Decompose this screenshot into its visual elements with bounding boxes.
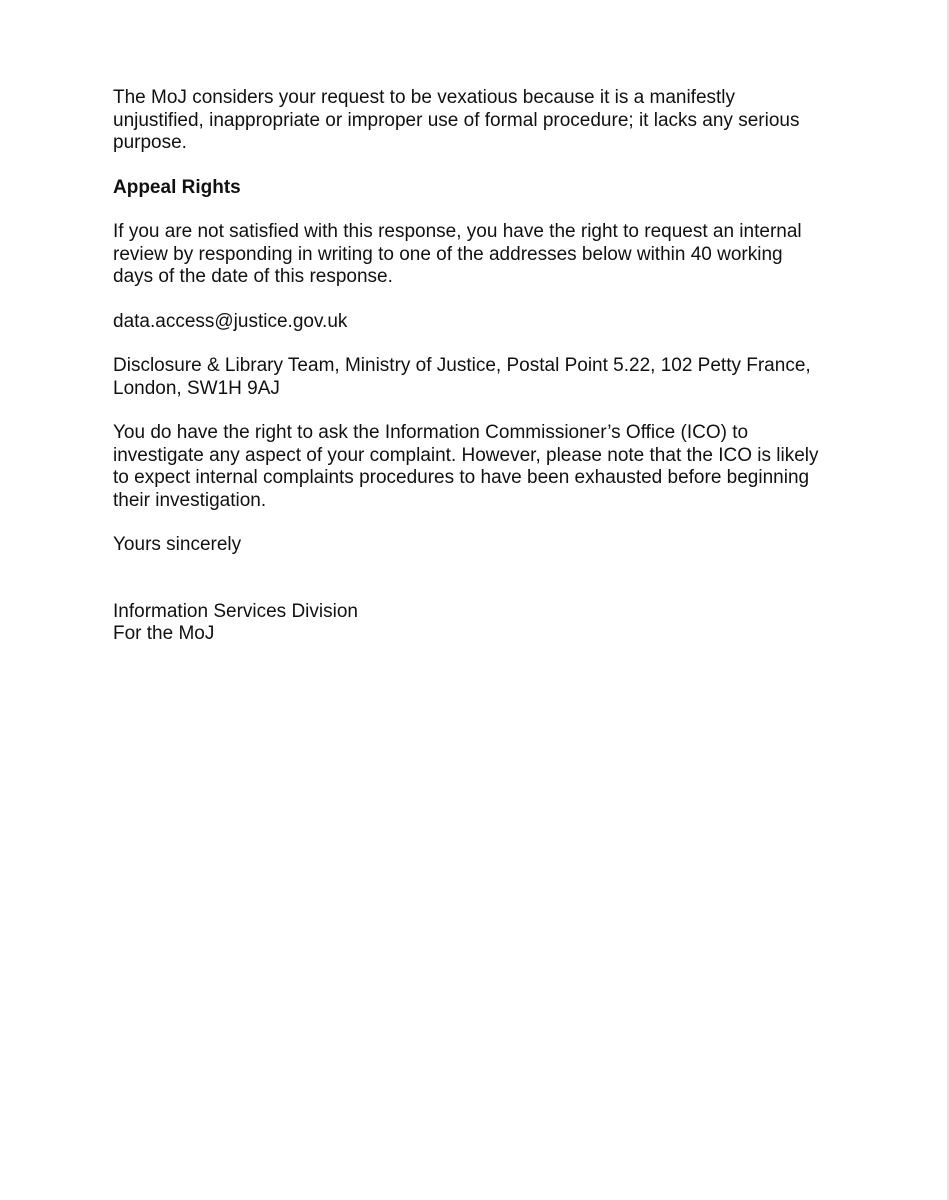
signature-division: Information Services Division <box>113 600 358 622</box>
letter-body <box>113 87 853 646</box>
appeal-paragraph: If you are not satisfied with this response, you have the right to request an internal review by responding in writing to one of the addresses below within 40 working days of the date of this response. <box>113 221 802 287</box>
contact-email: data.access@justice.gov.uk <box>113 310 348 332</box>
signature-organisation: For the MoJ <box>113 623 215 644</box>
vexatious-paragraph: The MoJ considers your request to be vexatious because it is a manifestly unjustified, inappropriate or improper use of formal procedure; it lacks any serious purpose. <box>113 87 800 153</box>
ico-paragraph: You do have the right to ask the Information Commissioner’s Office (ICO) to investigate any aspect of your complaint. However, please note that the ICO is likely to expect internal complaints procedures to have been exhausted before beginning their investigation. <box>113 422 819 511</box>
closing-salutation: Yours sincerely <box>113 534 242 555</box>
postal-address: Disclosure & Library Team, Ministry of Justice, Postal Point 5.22, 102 Petty France, London, SW1H 9AJ <box>113 355 811 399</box>
appeal-rights-heading: Appeal Rights <box>113 176 241 198</box>
